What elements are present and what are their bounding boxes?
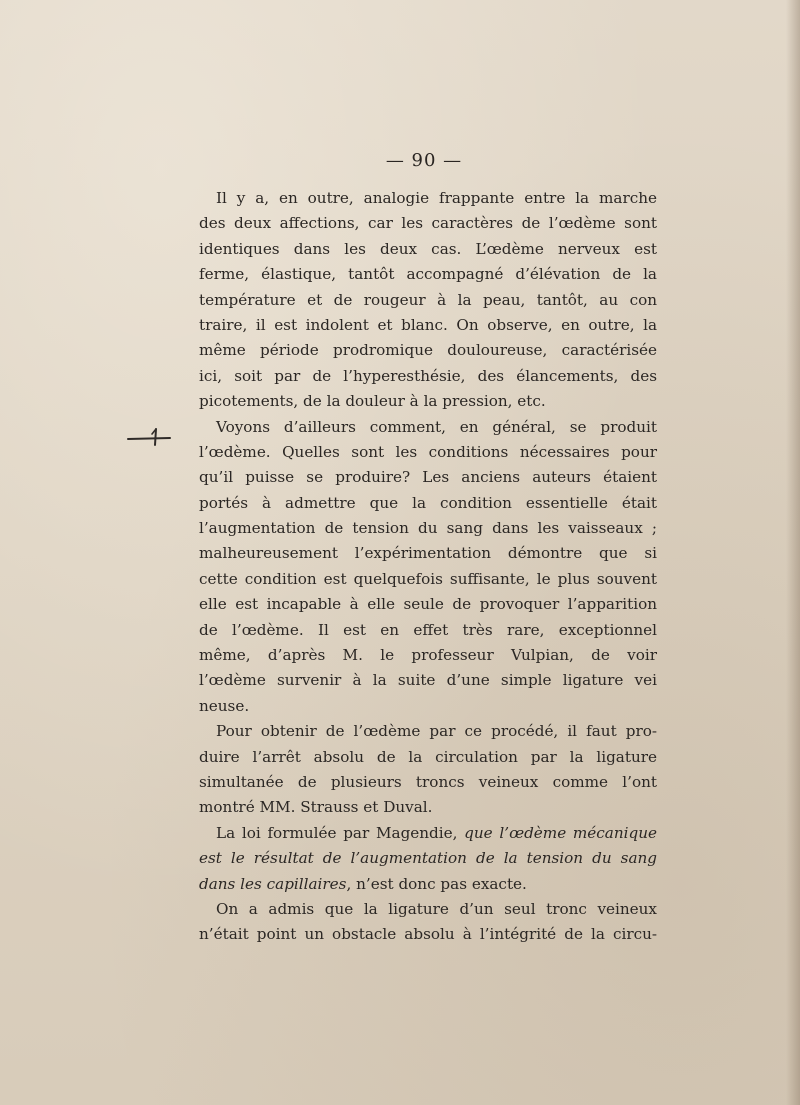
text-line: même période prodromique douloureuse, caractérisée — [199, 341, 657, 360]
text-line: température et de rougeur à la peau, tantôt, au con — [199, 290, 657, 309]
text-line: duire l’arrêt absolu de la circulation par la ligature — [199, 747, 657, 766]
italic-text: que l’œdème mécanique — [464, 823, 657, 842]
text-line: elle est incapable à elle seule de provoquer l’apparition — [199, 595, 657, 614]
text-line: picotements, de la douleur à la pression, etc. — [199, 392, 546, 411]
text-line: montré MM. Strauss et Duval. — [199, 798, 433, 817]
text-line: malheureusement l’expérimentation démontre que si — [199, 544, 657, 563]
text-line: Pour obtenir de l’œdème par ce procédé, il faut pro- — [216, 722, 657, 741]
text-line — [199, 872, 657, 897]
text-line: des deux affections, car les caractères de l’œdème sont — [199, 214, 657, 233]
text-line: Il y a, en outre, analogie frappante entre la marche — [216, 189, 657, 207]
body-text — [199, 186, 657, 948]
text-line: ici, soit par de l’hyperesthésie, des élancements, des — [199, 366, 657, 385]
text-line: neuse. — [199, 696, 250, 715]
text-line: l’augmentation de tension du sang dans les vaisseaux ; — [199, 519, 657, 538]
pencil-cross-mark-icon — [126, 426, 174, 446]
text-line: portés à admettre que la condition essentielle était — [199, 493, 657, 512]
text-line: cette condition est quelquefois suffisante, le plus souvent — [199, 569, 657, 588]
text-line: l’œdème. Quelles sont les conditions nécessaires pour — [199, 442, 657, 461]
text-line: On a admis que la ligature d’un seul tronc veineux — [216, 899, 657, 918]
text-line: de l’œdème. Il est en effet très rare, exceptionnel — [199, 620, 657, 639]
text-line: Voyons d’ailleurs comment, en général, se produit — [216, 417, 657, 436]
text-line: simultanée de plusieurs troncs veineux comme l’ont — [199, 772, 657, 791]
text-line: ferme, élastique, tantôt accompagné d’élévation de la — [199, 265, 657, 284]
text-line: traire, il est indolent et blanc. On observe, en outre, la — [199, 315, 657, 334]
page-number: — 90 — — [385, 150, 463, 171]
italic-text: est le résultat de l’augmentation de la tension du sang — [199, 849, 657, 868]
line-text: La loi formulée par Magendie, — [216, 823, 465, 842]
text-line: l’œdème survenir à la suite d’une simple ligature vei — [199, 671, 657, 690]
text-line: n’était point un obstacle absolu à l’intégrité de la circu- — [199, 925, 657, 944]
text-line: identiques dans les deux cas. L’œdème nerveux est — [199, 239, 657, 258]
italic-text: dans les capillaires — [199, 874, 347, 893]
text-line: même, d’après M. le professeur Vulpian, de voir — [199, 646, 657, 665]
text-line — [199, 846, 657, 871]
text-line — [199, 821, 657, 846]
text-line: qu’il puisse se produire? Les anciens auteurs étaient — [199, 468, 657, 487]
line-text: , n’est donc pas exacte. — [346, 874, 527, 893]
